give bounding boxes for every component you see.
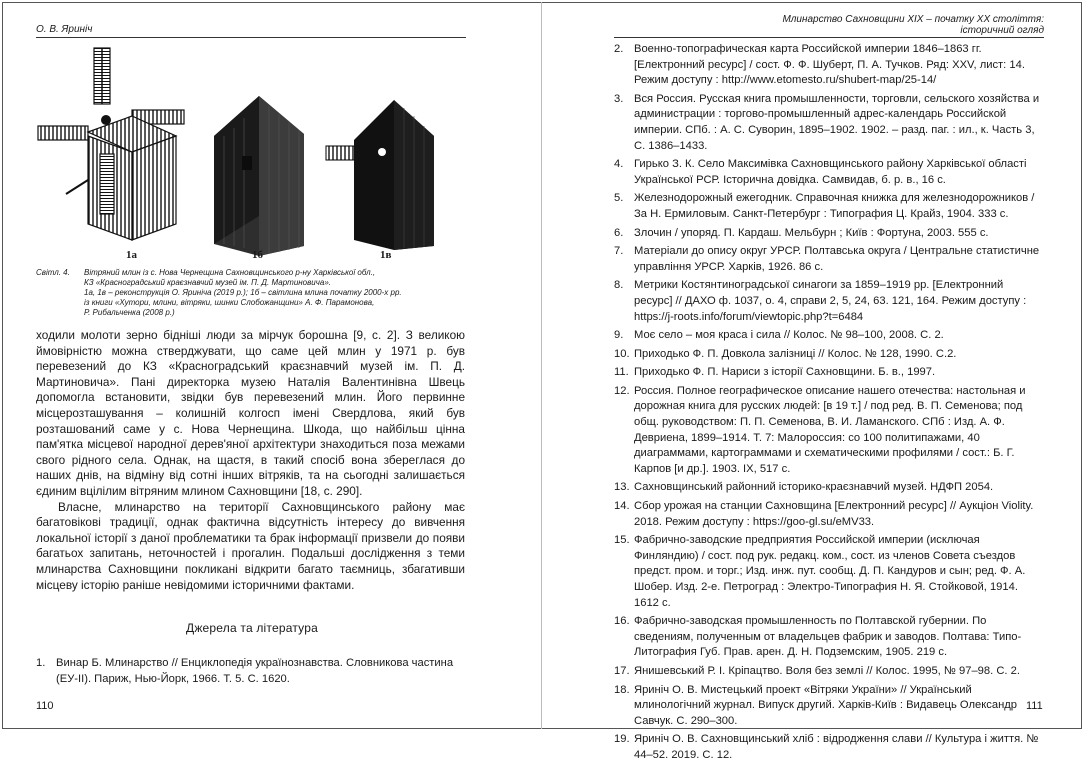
reference-item: 3. Вся Россия. Русская книга промышленности, торговли, сельского хозяйства и администрации : торгово-промышленный адрес-календарь Российской империи. СПб. : А. С. Суворин, 1895–1902. 1902. – разд. паг. : ил., к. Часть 3, С. 1386–1433.	[614, 92, 1040, 152]
reference-item: 7. Матеріали до опису округ УРСР. Полтавська округа / Центральне статистичне управління УРСР. Харків, 1926. 86 с.	[614, 245, 1040, 273]
caption-line: 1а, 1в – реконструкція О. Яриніча (2019 р.); 1б – світлина млина початку 2000-х рр.	[84, 288, 402, 297]
figure-label-1b: 1б	[252, 249, 263, 261]
figure-caption	[36, 268, 456, 318]
figure-label-1a: 1а	[126, 249, 137, 261]
caption-line: із книги «Хутори, млини, вітряки, шинки Слобожанщини» А. Ф. Парамонова,	[84, 298, 375, 307]
caption-label: Світл. 4.	[36, 268, 70, 277]
reference-item: 6. Злочин / упоряд. П. Кардаш. Мельбурн ; Київ : Фортуна, 2003. 555 с.	[614, 226, 989, 239]
caption-line: КЗ «Красноградський краєзнавчий музей ім. П. Д. Мартиновича».	[84, 278, 332, 287]
left-running-head: О. В. Яриніч	[36, 24, 93, 35]
caption-line: Р. Рибальченка (2008 р.)	[84, 308, 175, 317]
reference-item: 17. Янишевський Р. І. Кріпацтво. Воля без землі // Колос. 1995, № 97–98. С. 2.	[614, 664, 1020, 677]
right-running-head: Млинарство Сахновщини XIX – початку XX століття: історичний огляд	[782, 14, 1044, 36]
reference-item: 14. Сбор урожая на станции Сахновщина [Електронний ресурс] // Аукціон Violity. 2018. Режим доступу : https://goo-gl.su/eMV33.	[614, 500, 1034, 528]
right-header-rule	[614, 37, 1044, 38]
reference-item: 8. Метрики Костянтиноградської синагоги за 1859–1919 рр. [Електронний ресурс] // ДАХО ф. 1037, о. 4, справи 2, 5, 24, 63. 121, 164. Режим доступу : https://j-roots.info/forum/viewtopic.php?t=6484	[614, 279, 1027, 323]
reference-item: 19. Яриніч О. В. Сахновщинський хліб : відродження слави // Культура і життя. № 44–52. 2019. С. 12.	[614, 733, 1039, 761]
windmill-drawing-1v	[324, 70, 464, 250]
reference-list-left	[36, 656, 466, 690]
page-number-right: 111	[1026, 700, 1043, 712]
page-number-left: 110	[36, 700, 54, 712]
reference-list-right	[614, 42, 1044, 767]
reference-item: 9. Моє село – моя краса і сила // Колос. № 98–100, 2008. С. 2.	[614, 329, 944, 342]
body-text	[36, 328, 465, 593]
reference-item: 13. Сахновщинський районний історико-краєзнавчий музей. НДФП 2054.	[614, 481, 994, 494]
figure-label-1v: 1в	[380, 249, 392, 261]
caption-line: Світл. 4. Вітряний млин із с. Нова Чернещина Сахновщинського р-ну Харківської обл.,	[36, 268, 376, 277]
reference-item: 12. Россия. Полное географическое описание нашего отечества: настольная и дорожная книга для русских людей: [в 19 т.] / под ред. В. П. Семенова; под общ. руководством: П. П. Семенова, В. И. Ламанского. СПб : Изд. А. Ф. Девриена, 1899–1914. Т. 7: Малороссия: со 100 политипажами, 40 диаграммами, картограммами и схематическими профилями / сост.: Б. Г. Карпов [и др.]. 1903. IX, 517 с.	[614, 384, 1026, 475]
reference-item: 11. Приходько Ф. П. Нариси з історії Сахновщини. Б. в., 1997.	[614, 366, 936, 379]
left-header-rule	[36, 37, 466, 38]
reference-item: 10. Приходько Ф. П. Довкола залізниці // Колос. № 128, 1990. С.2.	[614, 347, 957, 360]
paragraph: ходили молоти зерно бідніші люди за мірчук борошна [9, с. 2]. З великою ймовірністю можна стверджувати, що саме цей млин у 1971 р. був перевезений до КЗ «Красноградський краєзнавчий музей ім. П. Д. Мартиновича». Пані директорка музею Наталія Валентинівна Швець допомогла встановити, звідки був перевезений млин. Його первинне місцерозташування – колишній колгосп імені Свердлова, який був розташований саме у с. Нова Чернещина. Шкода, що найбільш цінна пам'ятка місцевої народної дерев'яної архітектури знаходиться поза межами свого рідного села. Однак, на щастя, в такий спосіб вона збереглася до наших днів, на відміну від сотні інших вітряків, та на сьогодні залишається єдиним вцілілим вітряним млином Сахновщини [18, с. 290].	[36, 328, 465, 498]
windmill-photo-1b	[204, 96, 314, 256]
windmill-drawing-1a	[36, 44, 186, 244]
book-spine	[541, 2, 542, 729]
section-title: Джерела та література	[186, 621, 318, 635]
reference-item: 2. Военно-топографическая карта Российской империи 1846–1863 гг. [Електронний ресурс] / сост. Ф. Ф. Шуберт, П. А. Тучков. Ряд: XXV, лист: 14. Режим доступу : http://www.etomesto.ru/shubert-map/25-14/	[614, 43, 1025, 87]
reference-item: 1. Винар Б. Млинарство // Енциклопедія українознавства. Словникова частина (ЕУ-ІІ). Париж, Нью-Йорк, 1966. Т. 5. С. 1620.	[36, 657, 454, 685]
reference-item: 16. Фабрично-заводская промышленность по Полтавской губернии. По сведениям, полученным от владельцев фабрик и заводов. Полтава: Типо-Литография Губ. Прав. арен. Д. Н. Подземским, 1905. 219 с.	[614, 615, 1022, 659]
paragraph: Власне, млинарство на території Сахновщинського району має багатовікові традиції, однак фактична відсутність інтересу до вивчення локальної історії з даної проблематики та брак інформації призвели до появи багатьох запитань, неточностей і прогалин. Подальші дослідження з теми млинарства Сахновщини покликані відкрити багато таємниць, збагативши місцеву історію раніше невідомими історичними фактами.	[36, 499, 465, 592]
reference-item: 5. Железнодорожный ежегодник. Справочная книжка для железнодорожников / За Н. Ермиловым. Санкт-Петербург : Типография Ц. Крайз, 1904. 333 с.	[614, 192, 1035, 220]
reference-item: 4. Гирько З. К. Село Максимівка Сахновщинського району Харківської області Української РСР. Історична довідка. Самвидав, б. р. в., 16 с.	[614, 158, 1027, 186]
reference-item: 18. Яриніч О. В. Мистецький проект «Вітряки України» // Український млинологічний журнал. Випуск другий. Харків-Київ : Видавець Олександр Савчук. С. 290–300.	[614, 683, 1018, 727]
reference-item: 15. Фабрично-заводские предприятия Российской империи (исключая Финляндию) / сост. под рук. редакц. ком., сост. из членов Совета съездов предст. пром. и торг.; Изд. инж. пут. сообщ. Д. П. Кандуров и сын; ред. Ф. А. Шобер. Изд. 2-е. Петроград : Электро-Типография Н. Я. Стойковой, 1914. 1612 с.	[614, 534, 1026, 609]
windmill-figure	[36, 44, 466, 268]
